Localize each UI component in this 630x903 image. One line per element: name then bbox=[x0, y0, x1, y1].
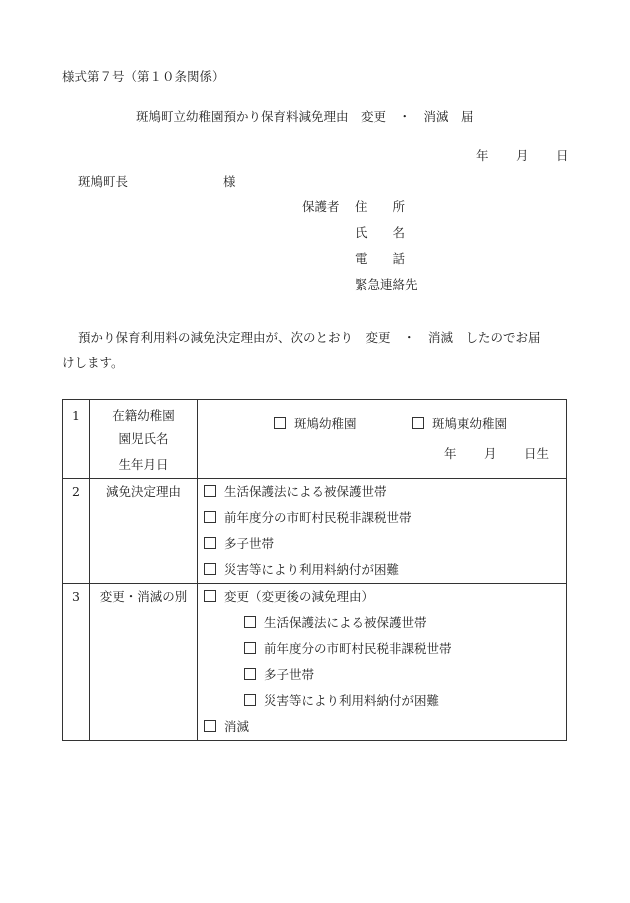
row-number: 1 bbox=[63, 400, 90, 479]
label-child-name: 園児氏名 bbox=[118, 431, 169, 446]
change-reason-tax-exempt[interactable]: 前年度分の市町村民税非課税世帯 bbox=[198, 636, 566, 662]
table-row bbox=[63, 584, 567, 741]
row-number: 2 bbox=[63, 479, 90, 584]
kindergarten-cell bbox=[198, 400, 567, 479]
reason-option-multi-child[interactable]: 多子世帯 bbox=[198, 531, 566, 557]
body-text-line-1: 預かり保育利用料の減免決定理由が、次のとおり 変更 ・ 消滅 したのでお届 bbox=[78, 330, 541, 345]
birth-month-label: 月 bbox=[484, 446, 497, 461]
change-extinguish-cell bbox=[198, 584, 567, 741]
checkbox-icon[interactable] bbox=[274, 417, 286, 429]
change-option[interactable]: 変更（変更後の減免理由） bbox=[198, 584, 566, 610]
change-reason-welfare[interactable]: 生活保護法による被保護世帯 bbox=[198, 610, 566, 636]
table-row bbox=[63, 479, 567, 584]
checkbox-icon[interactable] bbox=[244, 616, 256, 628]
label-kindergarten: 在籍幼稚園 bbox=[112, 408, 175, 423]
checkbox-icon[interactable] bbox=[204, 511, 216, 523]
checkbox-icon[interactable] bbox=[204, 590, 216, 602]
label-birthdate: 生年月日 bbox=[118, 457, 169, 472]
birth-day-label: 日生 bbox=[524, 446, 550, 461]
body-text-line-2: けします。 bbox=[62, 355, 124, 370]
checkbox-icon[interactable] bbox=[412, 417, 424, 429]
reason-option-disaster[interactable]: 災害等により利用料納付が困難 bbox=[198, 557, 566, 583]
change-reason-disaster[interactable]: 災害等により利用料納付が困難 bbox=[198, 688, 566, 714]
table-row bbox=[63, 400, 567, 479]
form-title: 斑鳩町立幼稚園預かり保育料減免理由 変更 ・ 消滅 届 bbox=[136, 109, 474, 124]
checkbox-icon[interactable] bbox=[204, 720, 216, 732]
checkbox-icon[interactable] bbox=[244, 694, 256, 706]
guardian-label: 保護者 bbox=[302, 199, 340, 214]
row-label: 減免決定理由 bbox=[90, 479, 198, 584]
reduction-reason-cell bbox=[198, 479, 567, 584]
date-day-label: 日 bbox=[556, 148, 569, 163]
extinguish-option[interactable]: 消滅 bbox=[198, 714, 566, 740]
addressee-honorific: 様 bbox=[223, 174, 236, 189]
birth-year-label: 年 bbox=[444, 446, 457, 461]
checkbox-icon[interactable] bbox=[244, 668, 256, 680]
guardian-name-label: 氏 名 bbox=[355, 225, 406, 240]
kindergarten-option-ikaruga[interactable]: 斑鳩幼稚園 bbox=[274, 414, 357, 432]
form-number: 様式第７号（第１０条関係） bbox=[62, 69, 225, 84]
checkbox-icon[interactable] bbox=[204, 563, 216, 575]
checkbox-icon[interactable] bbox=[204, 537, 216, 549]
checkbox-icon[interactable] bbox=[204, 485, 216, 497]
guardian-emergency-label: 緊急連絡先 bbox=[355, 277, 418, 292]
guardian-address-label: 住 所 bbox=[355, 199, 406, 214]
date-month-label: 月 bbox=[516, 148, 529, 163]
guardian-phone-label: 電 話 bbox=[355, 251, 406, 266]
date-year-label: 年 bbox=[476, 148, 489, 163]
reason-option-tax-exempt[interactable]: 前年度分の市町村民税非課税世帯 bbox=[198, 505, 566, 531]
row-label: 変更・消滅の別 bbox=[90, 584, 198, 741]
change-reason-multi-child[interactable]: 多子世帯 bbox=[198, 662, 566, 688]
reason-option-welfare[interactable]: 生活保護法による被保護世帯 bbox=[198, 479, 566, 505]
row-label bbox=[90, 400, 198, 479]
checkbox-icon[interactable] bbox=[244, 642, 256, 654]
row-number: 3 bbox=[63, 584, 90, 741]
kindergarten-option-ikaruga-higashi[interactable]: 斑鳩東幼稚園 bbox=[412, 414, 507, 432]
form-table bbox=[62, 399, 567, 741]
addressee: 斑鳩町長 bbox=[78, 174, 129, 189]
